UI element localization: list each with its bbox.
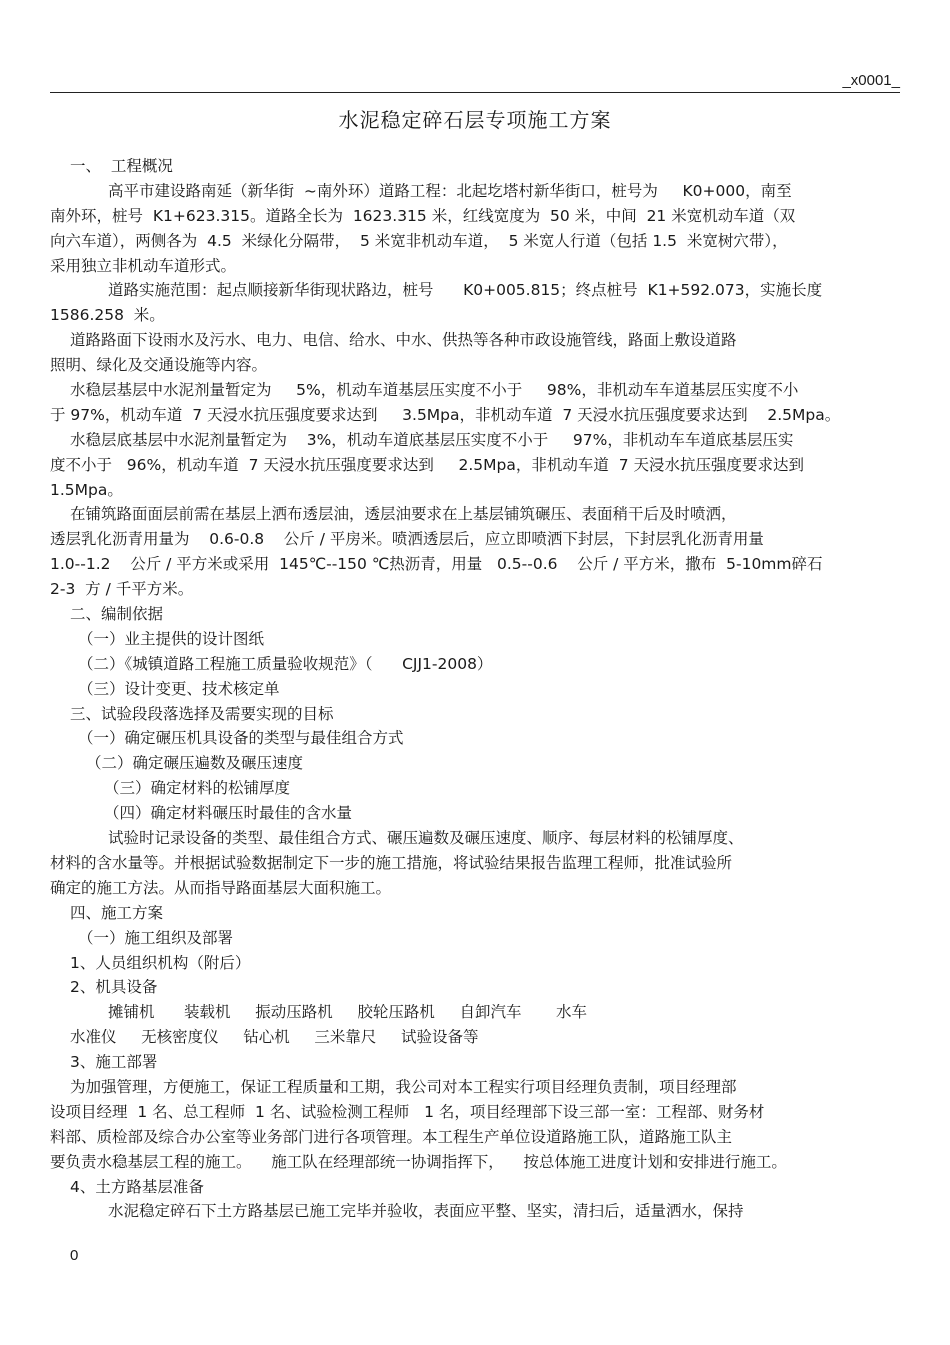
text-line: 1586.258 米。 <box>50 306 165 325</box>
text-line: （三）设计变更、技术核定单 <box>78 679 280 698</box>
text-line: 在铺筑路面面层前需在基层上洒布透层油，透层油要求在上基层铺筑碾压、表面稍干后及时喷洒， <box>70 505 737 524</box>
text-line: 3、施工部署 <box>70 1053 158 1072</box>
text-line: 南外环，桩号 K1+623.315。道路全长为 1623.315 米，红线宽度为 50 米，中间 21 米宽机动车道（双 <box>50 206 796 225</box>
text-line: 四、施工方案 <box>70 903 164 922</box>
text-line: （一）确定碾压机具设备的类型与最佳组合方式 <box>78 729 404 748</box>
text-line: （一）施工组织及部署 <box>78 928 234 947</box>
text-line: 2-3 方 / 千平方米。 <box>50 580 194 599</box>
text-line: 于 97%，机动车道 7 天浸水抗压强度要求达到 3.5Mpa，非机动车道 7 天浸水抗压强度要求达到 2.5Mpa。 <box>50 405 841 424</box>
text-line: （三）确定材料的松铺厚度 <box>104 779 291 798</box>
document-body <box>50 154 895 1224</box>
document-code: _x0001_ <box>842 72 900 89</box>
text-line: 道路实施范围：起点顺接新华街现状路边，桩号 K0+005.815；终点桩号 K1+592.073，实施长度 <box>108 281 823 300</box>
text-line: 水泥稳定碎石下土方路基层已施工完毕并验收，表面应平整、坚实，清扫后，适量洒水，保持 <box>108 1202 744 1221</box>
text-line: 材料的含水量等。并根据试验数据制定下一步的施工措施，将试验结果报告监理工程师，批准试验所 <box>50 853 733 872</box>
text-line: 向六车道），两侧各为 4.5 米绿化分隔带， 5 米宽非机动车道， 5 米宽人行道（包括 1.5 米宽树穴带）， <box>50 231 788 250</box>
text-line: （二）确定碾压遍数及碾压速度 <box>86 754 304 773</box>
text-line: 高平市建设路南延（新华街 ~南外环）道路工程：北起圪塔村新华街口，桩号为 K0+000，南至 <box>108 181 792 200</box>
text-line: 照明、绿化及交通设施等内容。 <box>50 356 268 375</box>
text-line: 试验时记录设备的类型、最佳组合方式、碾压遍数及碾压速度、顺序、每层材料的松铺厚度、 <box>108 829 744 848</box>
text-line: 度不小于 96%，机动车道 7 天浸水抗压强度要求达到 2.5Mpa，非机动车道 7 天浸水抗压强度要求达到 <box>50 455 805 474</box>
text-line: 为加强管理，方便施工，保证工程质量和工期，我公司对本工程实行项目经理负责制，项目经理部 <box>70 1077 737 1096</box>
header-rule <box>50 92 900 93</box>
text-line: 1.5Mpa。 <box>50 480 123 499</box>
page-number: 0 <box>70 1247 79 1264</box>
text-line: 确定的施工方法。从而指导路面基层大面积施工。 <box>50 878 392 897</box>
text-line: （一）业主提供的设计图纸 <box>78 629 265 648</box>
text-line: 透层乳化沥青用量为 0.6-0.8 公斤 / 平房米。喷洒透层后，应立即喷洒下封层，下封层乳化沥青用量 <box>50 530 764 549</box>
text-line: 设项目经理 1 名、总工程师 1 名、试验检测工程师 1 名，项目经理部下设三部一室：工程部、财务材 <box>50 1102 765 1121</box>
text-line: 二、编制依据 <box>70 605 164 624</box>
document-title: 水泥稳定碎石层专项施工方案 <box>338 108 612 132</box>
text-line: 摊铺机 装载机 振动压路机 胶轮压路机 自卸汽车 水车 <box>108 1003 587 1022</box>
text-line: （四）确定材料碾压时最佳的含水量 <box>104 804 353 823</box>
text-line: 4、土方路基层准备 <box>70 1177 204 1196</box>
text-line: 一、 工程概况 <box>70 157 173 175</box>
text-line: 水稳层基层中水泥剂量暂定为 5%，机动车道基层压实度不小于 98%，非机动车车道基层压实度不小 <box>70 381 799 400</box>
text-line: 1、人员组织机构（附后） <box>70 953 251 972</box>
text-line: 1.0--1.2 公斤 / 平方米或采用 145℃--150 ℃热沥青，用量 0.5--0.6 公斤 / 平方米，撒布 5-10mm碎石 <box>50 555 823 574</box>
text-line: 道路路面下设雨水及污水、电力、电信、给水、中水、供热等各种市政设施管线，路面上敷设道路 <box>70 331 737 350</box>
text-line: 要负责水稳基层工程的施工。 施工队在经理部统一协调指挥下， 按总体施工进度计划和安排进行施工。 <box>50 1152 787 1171</box>
text-line: 料部、质检部及综合办公室等业务部门进行各项管理。本工程生产单位设道路施工队，道路施工队主 <box>50 1127 733 1146</box>
text-line: 2、机具设备 <box>70 978 158 997</box>
text-line: 水稳层底基层中水泥剂量暂定为 3%，机动车道底基层压实度不小于 97%，非机动车车道底基层压实 <box>70 430 794 449</box>
text-line: 水准仪 无核密度仪 钻心机 三米靠尺 试验设备等 <box>70 1028 479 1047</box>
text-line: 采用独立非机动车道形式。 <box>50 256 237 275</box>
text-line: 三、试验段段落选择及需要实现的目标 <box>70 704 334 723</box>
text-line: （二）《城镇道路工程施工质量验收规范》（ CJJ1-2008） <box>78 654 493 673</box>
